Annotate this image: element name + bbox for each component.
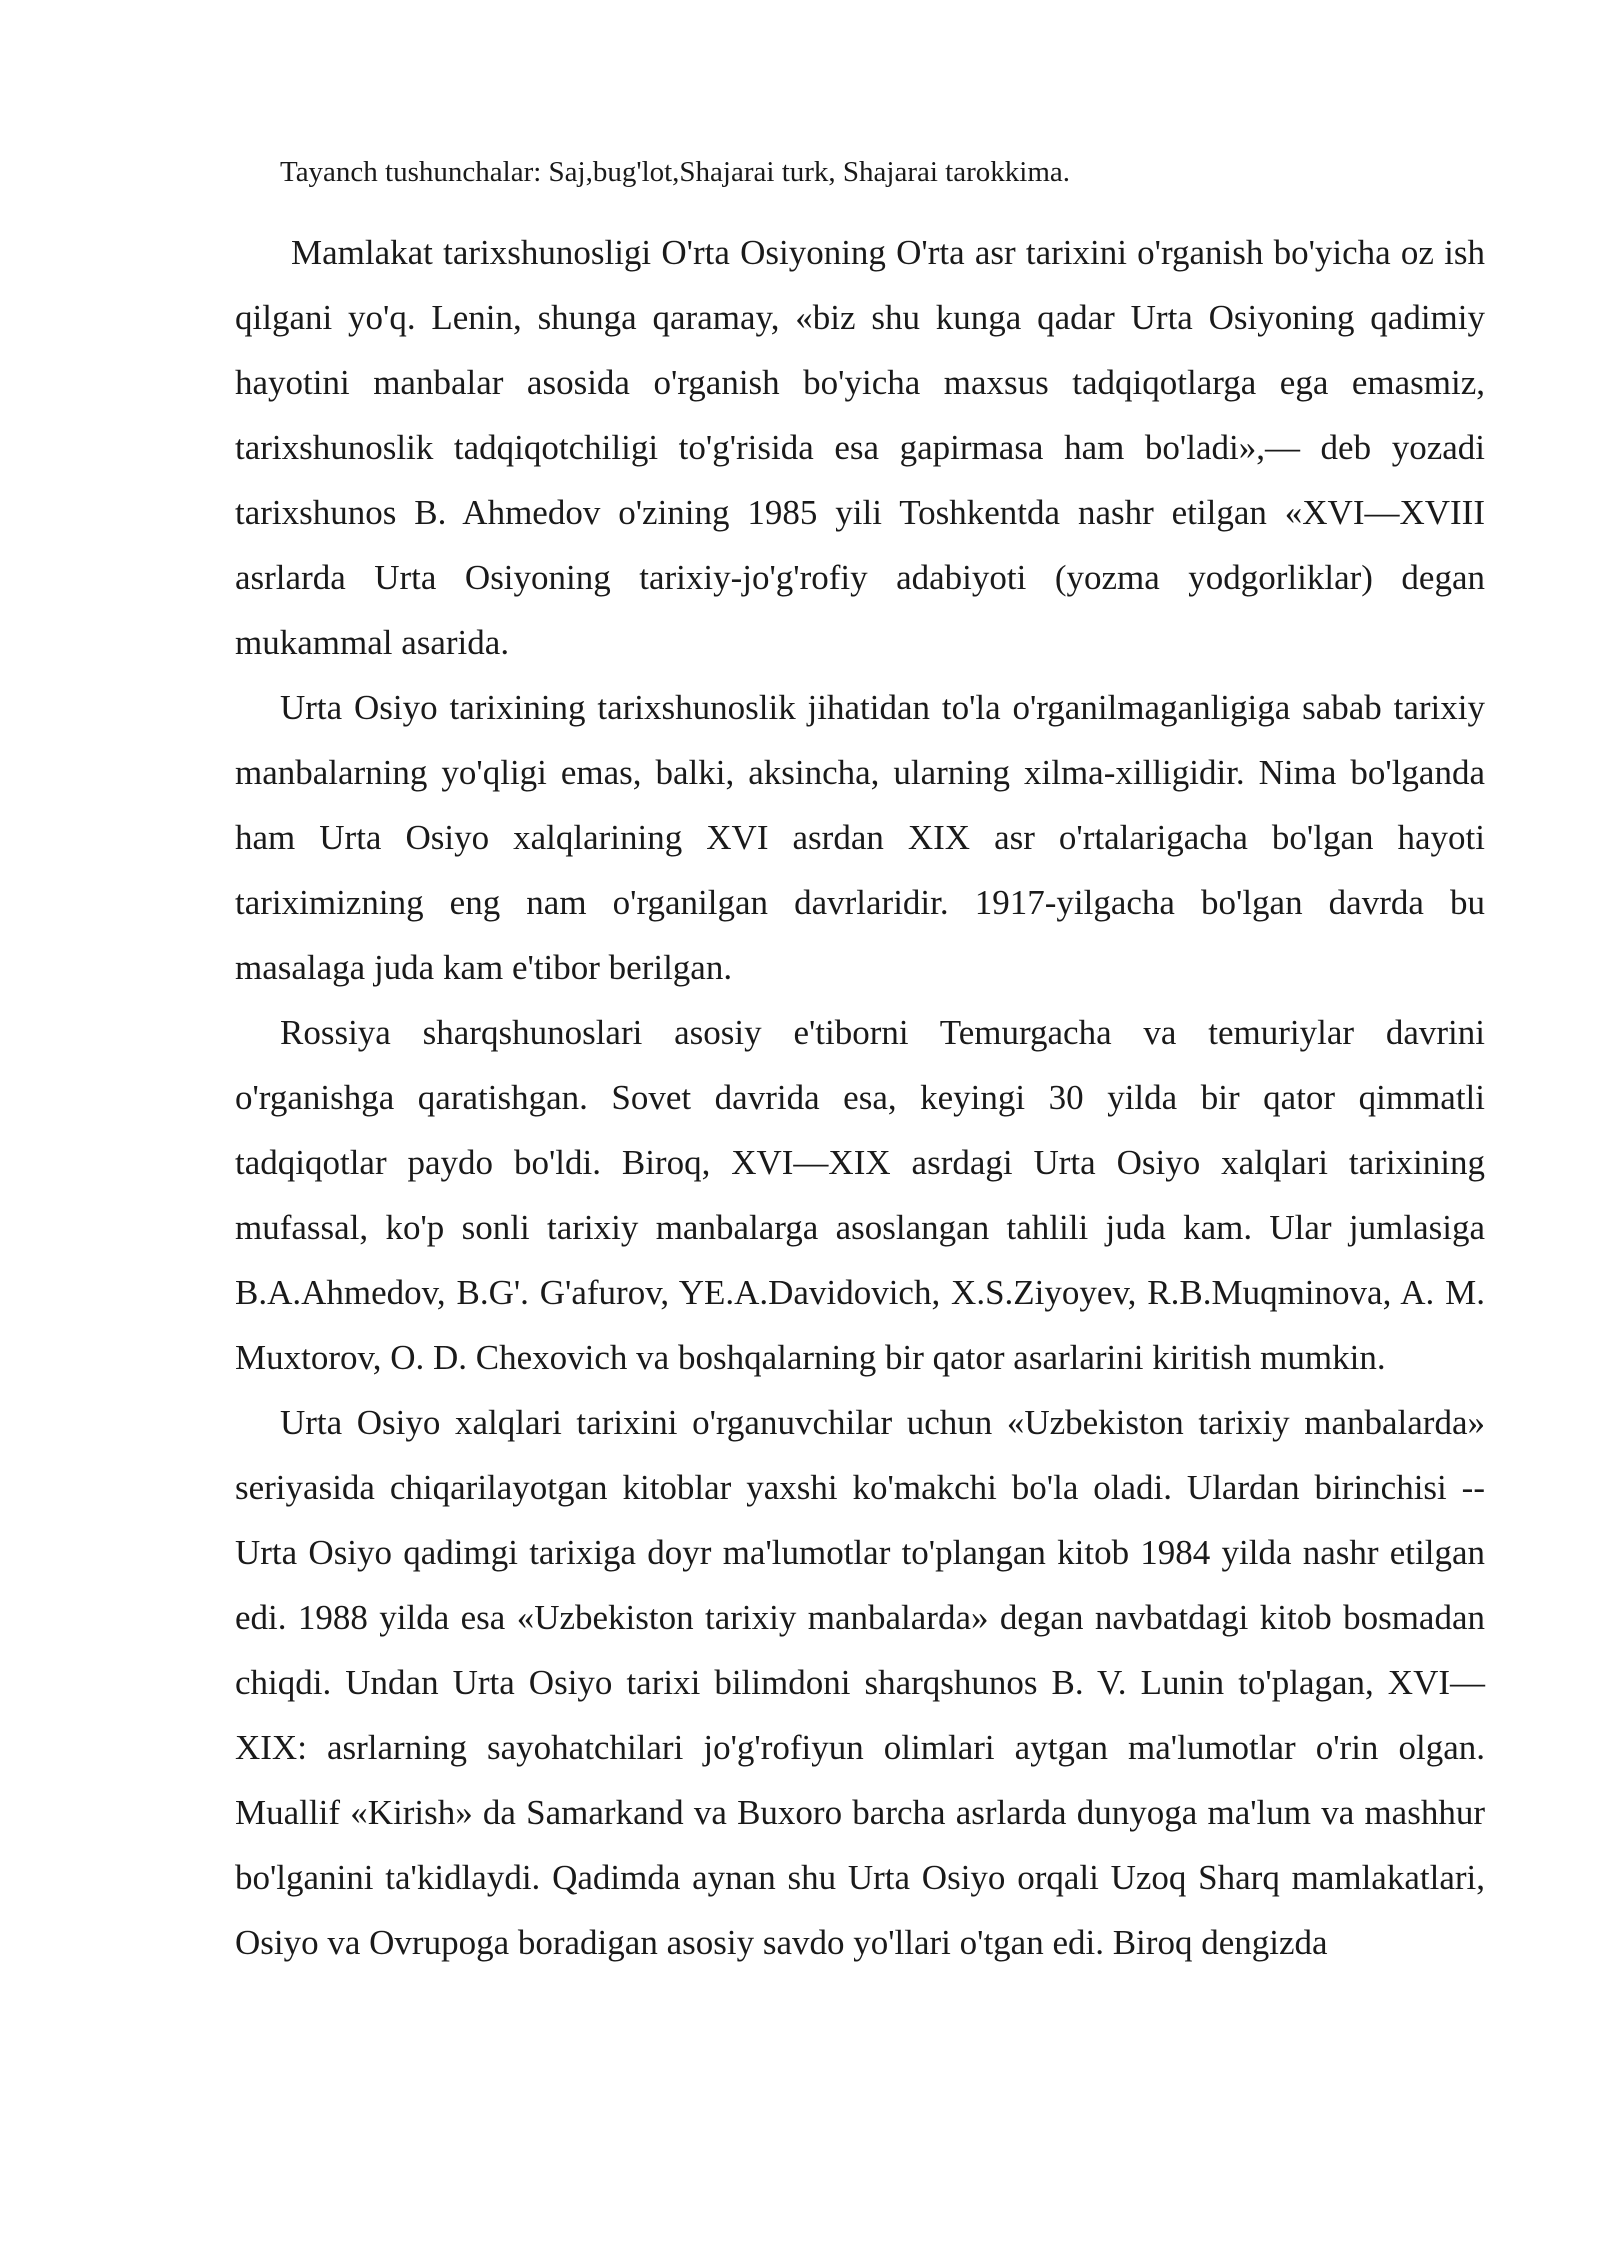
paragraph-2: Urta Osiyo tarixining tarixshunoslik jihatidan to'la o'rganilmaganligiga sabab tarixiy manbalarning yo'qligi emas, balki, aksincha, ularning xilma-xilligidir. Nima bo'lganda ham Urta Osiyo xalqlarining XVI asrdan XIX asr o'rtalarigacha bo'lgan hayoti tariximizning eng nam o'rganilgan davrlaridir. 1917-yilgacha bo'lgan davrda bu masalaga juda kam e'tibor berilgan. <box>235 688 1485 987</box>
paragraph-1: Mamlakat tarixshunosligi O'rta Osiyoning O'rta asr tarixini o'rganish bo'yicha oz ish qilgani yo'q. Lenin, shunga qaramay, «biz shu kunga qadar Urta Osiyoning qadimiy hayotini manbalar asosida o'rganish bo'yicha maxsus tadqiqotlarga ega emasmiz, tarixshunoslik tadqiqotchiligi to'g'risida esa gapirmasa ham bo'ladi»,— deb yozadi tarixshunos B. Ahmedov o'zining 1985 yili Toshkentda nashr etilgan «XVI—XVIII asrlarda Urta Osiyoning tarixiy-jo'g'rofiy adabiyoti (yozma yodgorliklar) degan mukammal asarida. <box>235 233 1485 662</box>
paragraph-3: Rossiya sharqshunoslari asosiy e'tiborni Temurgacha va temuriylar davrini o'rganishga qaratishgan. Sovet davrida esa, keyingi 30 yilda bir qator qimmatli tadqiqotlar paydo bo'ldi. Biroq, XVI—XIX asrdagi Urta Osiyo xalqlari tarixining mufassal, ko'p sonli tarixiy manbalarga asoslangan tahlili juda kam. Ular jumlasiga B.A.Ahmedov, B.G'. G'afurov, YE.A.Davidovich, X.S.Ziyoyev, R.B.Muqminova, A. M. Muxtorov, O. D. Chexovich va boshqalarning bir qator asarlarini kiritish mumkin. <box>235 1013 1485 1377</box>
body-text <box>235 220 1485 1975</box>
paragraph-4: Urta Osiyo xalqlari tarixini o'rganuvchilar uchun «Uzbekiston tarixiy manbalarda» seriyasida chiqarilayotgan kitoblar yaxshi ko'makchi bo'la oladi. Ulardan birinchisi -- Urta Osiyo qadimgi tarixiga doyr ma'lumotlar to'plangan kitob 1984 yilda nashr etilgan edi. 1988 yilda esa «Uzbekiston tarixiy manbalarda» degan navbatdagi kitob bosmadan chiqdi. Undan Urta Osiyo tarixi bilimdoni sharqshunos B. V. Lunin to'plagan, XVI—XIX: asrlarning sayohatchilari jo'g'rofiyun olimlari aytgan ma'lumotlar o'rin olgan. Muallif «Kirish» da Samarkand va Buxoro barcha asrlarda dunyoga ma'lum va mashhur bo'lganini ta'kidlaydi. Qadimda aynan shu Urta Osiyo orqali Uzoq Sharq mamlakatlari, Osiyo va Ovrupoga boradigan asosiy savdo yo'llari o'tgan edi. Biroq dengizda <box>235 1403 1485 1962</box>
key-concepts-line: Tayanch tushunchalar: Saj,bug'lot,Shajarai turk, Shajarai tarokkima. <box>280 156 1070 188</box>
